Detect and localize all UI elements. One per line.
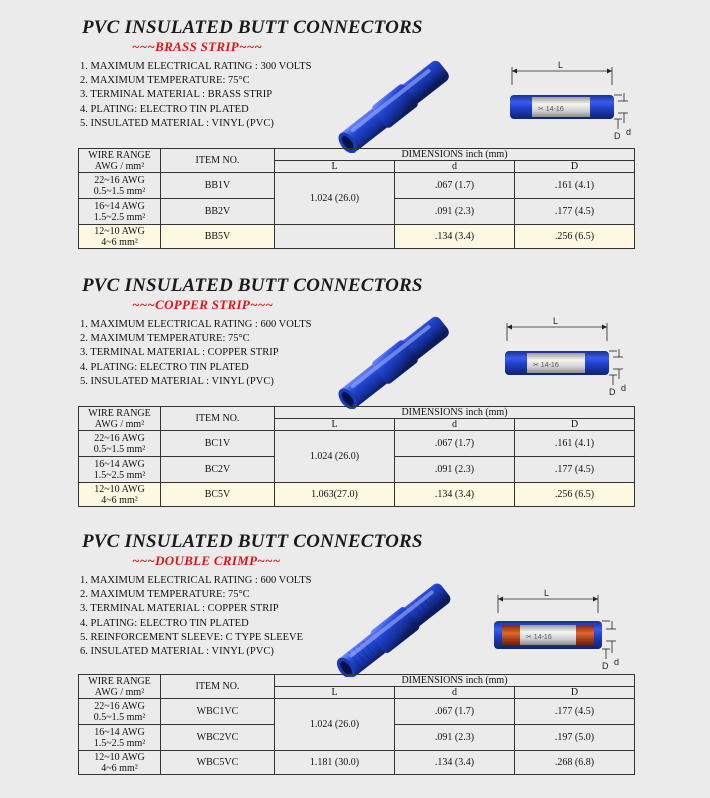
section-double-crimp (0, 531, 710, 796)
wire-range-cell: 12~10 AWG 4~6 mm² (79, 225, 161, 249)
spec-item: 4. PLATING: ELECTRO TIN PLATED (80, 361, 249, 373)
header-d-outer: D (515, 687, 635, 699)
d-inner-cell: .067 (1.7) (395, 431, 515, 457)
header-wire-range: WIRE RANGE AWG / mm² (79, 675, 161, 699)
spec-item: 5. INSULATED MATERIAL : VINYL (PVC) (80, 375, 274, 387)
d-outer-cell: .161 (4.1) (515, 431, 635, 457)
d-inner-cell: .134 (3.4) (395, 483, 515, 507)
item-no-cell: BB2V (161, 199, 275, 225)
dimension-label-d-inner: d (626, 127, 632, 137)
item-no-cell: BC5V (161, 483, 275, 507)
header-item-no: ITEM NO. (161, 407, 275, 431)
d-inner-cell: .134 (3.4) (395, 751, 515, 775)
d-inner-cell: .134 (3.4) (395, 225, 515, 249)
d-outer-cell: .161 (4.1) (515, 173, 635, 199)
d-outer-cell: .177 (4.5) (515, 699, 635, 725)
header-dimensions: DIMENSIONS inch (mm) (275, 149, 635, 161)
header-l: L (275, 687, 395, 699)
spec-item: 6. INSULATED MATERIAL : VINYL (PVC) (80, 645, 274, 657)
d-outer-cell: .256 (6.5) (515, 225, 635, 249)
dimensions-table (78, 674, 635, 775)
item-no-cell: BC1V (161, 431, 275, 457)
header-l: L (275, 419, 395, 431)
item-no-cell: WBC5VC (161, 751, 275, 775)
d-inner-cell: .091 (2.3) (395, 725, 515, 751)
spec-item: 5. REINFORCEMENT SLEEVE: C TYPE SLEEVE (80, 631, 304, 643)
spec-item: 5. INSULATED MATERIAL : VINYL (PVC) (80, 117, 274, 129)
section-title: PVC INSULATED BUTT CONNECTORS (82, 17, 423, 38)
d-inner-cell: .067 (1.7) (395, 699, 515, 725)
wire-range-cell: 16~14 AWG 1.5~2.5 mm² (79, 457, 161, 483)
section-brass-strip (0, 17, 710, 262)
wire-range-cell: 22~16 AWG 0.5~1.5 mm² (79, 699, 161, 725)
header-wire-range: WIRE RANGE AWG / mm² (79, 407, 161, 431)
item-no-cell: WBC2VC (161, 725, 275, 751)
table-row (79, 483, 635, 507)
spec-item: 2. MAXIMUM TEMPERATURE: 75°C (80, 589, 250, 601)
spec-item: 3. TERMINAL MATERIAL : BRASS STRIP (80, 89, 273, 101)
spec-item: 4. PLATING: ELECTRO TIN PLATED (80, 617, 249, 629)
header-d-inner: d (395, 687, 515, 699)
l-value-cell: 1.063(27.0) (275, 483, 395, 507)
wire-range-cell: 22~16 AWG 0.5~1.5 mm² (79, 173, 161, 199)
d-outer-cell: .256 (6.5) (515, 483, 635, 507)
header-dimensions: DIMENSIONS inch (mm) (275, 407, 635, 419)
l-value-cell: 1.024 (26.0) (275, 431, 395, 483)
spec-item: 2. MAXIMUM TEMPERATURE: 75°C (80, 75, 250, 87)
spec-item: 2. MAXIMUM TEMPERATURE: 75°C (80, 333, 250, 345)
d-outer-cell: .177 (4.5) (515, 457, 635, 483)
header-item-no: ITEM NO. (161, 149, 275, 173)
wire-range-cell: 12~10 AWG 4~6 mm² (79, 751, 161, 775)
table-row (79, 225, 635, 249)
dimensions-table (78, 148, 635, 249)
dimension-label-l: L (544, 588, 550, 598)
wire-range-cell: 12~10 AWG 4~6 mm² (79, 483, 161, 507)
dimension-label-l: L (558, 60, 564, 70)
spec-item: 1. MAXIMUM ELECTRICAL RATING : 300 VOLTS (80, 61, 312, 72)
connector-cross-section-diagram-icon (500, 57, 642, 145)
d-inner-cell: .091 (2.3) (395, 457, 515, 483)
dimension-label-l: L (553, 316, 559, 326)
wire-range-cell: 22~16 AWG 0.5~1.5 mm² (79, 431, 161, 457)
item-no-cell: WBC1VC (161, 699, 275, 725)
l-value-cell: 1.024 (26.0) (275, 699, 395, 751)
svg-text:✂ 14-16: ✂ 14-16 (533, 362, 559, 369)
blue-butt-connector-icon (325, 59, 465, 153)
d-outer-cell: .197 (5.0) (515, 725, 635, 751)
section-subtitle: ~~~BRASS STRIP~~~ (132, 39, 263, 54)
l-value-cell: 1.181 (30.0) (275, 751, 395, 775)
blue-butt-connector-icon (325, 583, 465, 677)
spec-item: 3. TERMINAL MATERIAL : COPPER STRIP (80, 347, 279, 359)
section-title: PVC INSULATED BUTT CONNECTORS (82, 531, 423, 552)
header-d-inner: d (395, 419, 515, 431)
table-row (79, 699, 635, 725)
spec-item: 1. MAXIMUM ELECTRICAL RATING : 600 VOLTS (80, 319, 312, 330)
dimension-label-d-outer: D (602, 661, 609, 671)
d-outer-cell: .177 (4.5) (515, 199, 635, 225)
spec-list (80, 318, 312, 389)
l-value-cell (275, 225, 395, 249)
dimensions-table (78, 406, 635, 507)
d-inner-cell: .091 (2.3) (395, 199, 515, 225)
section-subtitle: ~~~DOUBLE CRIMP~~~ (132, 553, 281, 568)
svg-text:✂ 14-16: ✂ 14-16 (526, 634, 552, 641)
spec-item: 3. TERMINAL MATERIAL : COPPER STRIP (80, 603, 279, 615)
spec-list (80, 60, 312, 131)
table-row (79, 431, 635, 457)
item-no-cell: BC2V (161, 457, 275, 483)
header-d-inner: d (395, 161, 515, 173)
d-outer-cell: .268 (6.8) (515, 751, 635, 775)
dimension-label-d-outer: D (614, 131, 621, 141)
spec-list (80, 574, 312, 659)
d-inner-cell: .067 (1.7) (395, 173, 515, 199)
dimension-label-d-inner: d (621, 383, 627, 393)
header-dimensions: DIMENSIONS inch (mm) (275, 675, 635, 687)
header-d-outer: D (515, 419, 635, 431)
header-d-outer: D (515, 161, 635, 173)
blue-butt-connector-icon (325, 315, 465, 409)
item-no-cell: BB5V (161, 225, 275, 249)
wire-range-cell: 16~14 AWG 1.5~2.5 mm² (79, 725, 161, 751)
dimension-label-d-inner: d (614, 657, 620, 667)
spec-item: 1. MAXIMUM ELECTRICAL RATING : 600 VOLTS (80, 575, 312, 586)
table-row (79, 173, 635, 199)
section-subtitle: ~~~COPPER STRIP~~~ (132, 297, 274, 312)
header-item-no: ITEM NO. (161, 675, 275, 699)
connector-cross-section-diagram-icon (486, 585, 628, 675)
header-l: L (275, 161, 395, 173)
item-no-cell: BB1V (161, 173, 275, 199)
header-wire-range: WIRE RANGE AWG / mm² (79, 149, 161, 173)
l-value-cell: 1.024 (26.0) (275, 173, 395, 225)
svg-text:✂ 14-16: ✂ 14-16 (538, 106, 564, 113)
wire-range-cell: 16~14 AWG 1.5~2.5 mm² (79, 199, 161, 225)
connector-cross-section-diagram-icon (495, 313, 637, 401)
table-row (79, 751, 635, 775)
section-copper-strip (0, 275, 710, 520)
dimension-label-d-outer: D (609, 387, 616, 397)
spec-item: 4. PLATING: ELECTRO TIN PLATED (80, 103, 249, 115)
section-title: PVC INSULATED BUTT CONNECTORS (82, 275, 423, 296)
